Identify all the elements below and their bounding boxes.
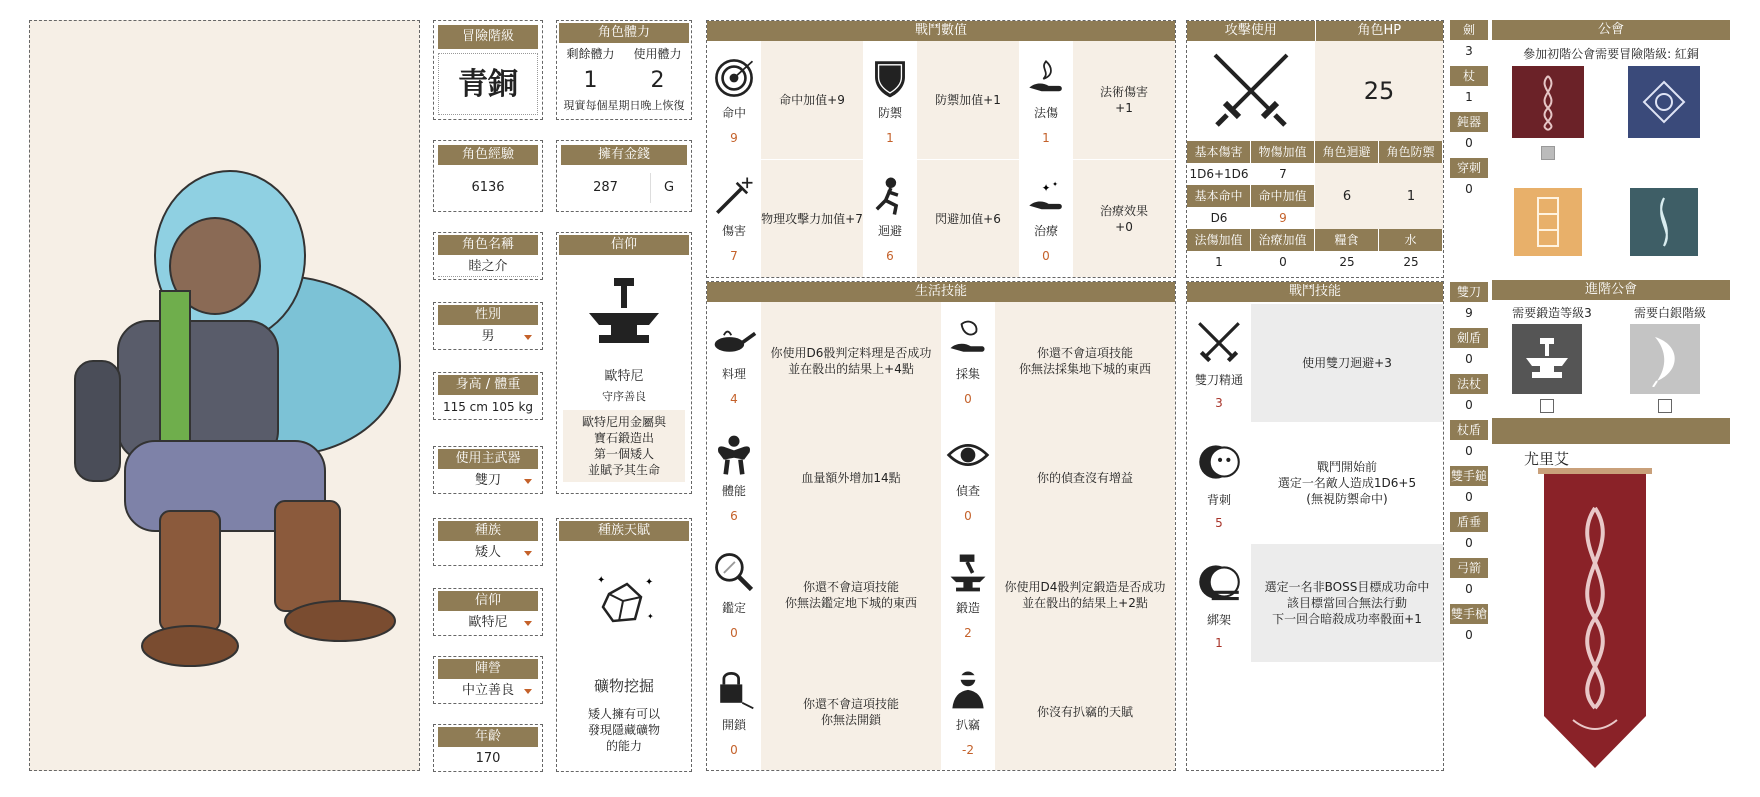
weapon-value: 0 <box>1465 398 1473 412</box>
life-skill-value: 0 <box>964 392 972 406</box>
talent-name: 礦物挖掘 <box>593 677 654 695</box>
base-damage-value: 1D6+1D6 <box>1189 167 1249 181</box>
money-box <box>556 140 692 212</box>
weapon-label: 弓箭 <box>1450 558 1488 578</box>
base-hit-value: D6 <box>1210 211 1228 225</box>
advanced-guild-panel <box>1492 280 1730 780</box>
exp-title: 角色經驗 <box>438 145 538 165</box>
food-label: 糧食 <box>1315 229 1378 251</box>
magnifier-icon <box>711 549 757 595</box>
talent-title: 種族天賦 <box>559 521 689 541</box>
exp-value: 6136 <box>471 180 505 195</box>
guild-flame-icon <box>1649 194 1679 250</box>
money-unit: G <box>663 180 675 195</box>
race-box <box>433 518 543 566</box>
combat-grid <box>707 41 1175 277</box>
combat-stat-desc: 防禦加值+1 <box>917 41 1019 159</box>
rank-title: 冒險階級 <box>438 25 538 49</box>
body-title: 身高 / 體重 <box>438 375 538 395</box>
gender-select[interactable]: 男 <box>438 327 538 347</box>
heal-hand-icon <box>1024 174 1068 218</box>
weapon-label: 劍 <box>1450 20 1488 40</box>
gender-box <box>433 302 543 350</box>
fight-skill-desc: 戰鬥開始前 選定一名敵人造成1D6+5 (無視防禦命中) <box>1251 424 1443 542</box>
weapon-value: 0 <box>1465 490 1473 504</box>
silver-guild-checkbox[interactable] <box>1658 399 1672 413</box>
member-name: 尤里艾 <box>1524 450 1570 468</box>
camp-title: 陣營 <box>438 659 538 679</box>
life-skill-採集 <box>941 302 995 419</box>
talent-desc: 矮人擁有可以 發現隱藏礦物 的能力 <box>587 707 660 753</box>
guild-knot-icon <box>1533 194 1563 250</box>
combat-stat-value: 6 <box>886 249 894 263</box>
weapon-value: 1 <box>1465 90 1473 104</box>
heal-bonus-label: 治療加值 <box>1251 229 1314 251</box>
life-skill-label: 料理 <box>721 367 746 381</box>
combat-stat-value: 0 <box>1042 249 1050 263</box>
race-select[interactable]: 矮人 <box>438 543 538 563</box>
exp-box <box>433 140 543 212</box>
anvil-guild-icon <box>1522 334 1572 384</box>
weapon-value: 0 <box>1465 136 1473 150</box>
life-skill-desc: 你使用D4骰判定鍛造是否成功 並在骰出的結果上+2點 <box>995 536 1175 653</box>
weapon-label: 盾垂 <box>1450 512 1488 532</box>
life-skill-鍛造 <box>941 536 995 653</box>
combat-stat-label: 命中 <box>721 105 746 120</box>
fight-skill-label: 背刺 <box>1206 492 1231 507</box>
combat-stat-防禦 <box>863 41 917 159</box>
combat-stat-label: 法傷 <box>1033 105 1058 120</box>
life-skill-desc: 你沒有扒竊的天賦 <box>995 653 1175 770</box>
advanced-guild-divider <box>1492 418 1730 444</box>
age-value: 170 <box>475 751 501 766</box>
life-skill-label: 扒竊 <box>955 718 980 732</box>
fight-skill-label: 綁架 <box>1206 612 1231 627</box>
rank-box <box>433 20 543 120</box>
guild-emblem-4[interactable] <box>1630 188 1698 256</box>
defense-label: 角色防禦 <box>1379 141 1442 163</box>
guild-emblem-2[interactable] <box>1628 66 1700 138</box>
phys-bonus-label: 物傷加值 <box>1251 141 1314 163</box>
portrait-panel <box>29 20 420 771</box>
combat-stat-value: 9 <box>730 130 738 145</box>
weapon-title: 使用主武器 <box>438 449 538 469</box>
combat-stat-治療 <box>1019 160 1073 277</box>
life-skill-label: 開鎖 <box>721 718 746 732</box>
magic-hand-icon <box>1024 56 1068 100</box>
guild-emblem-1[interactable] <box>1512 66 1584 138</box>
life-skill-體能 <box>707 419 761 536</box>
eye-icon <box>945 432 991 478</box>
fight-skill-value: 5 <box>1215 515 1223 530</box>
life-skill-label: 鍛造 <box>955 601 980 615</box>
life-panel <box>706 281 1176 771</box>
character-portrait <box>30 21 419 770</box>
fight-skill-desc: 使用雙刀迴避+3 <box>1251 304 1443 422</box>
camp-box <box>433 656 543 704</box>
weapon-value: 0 <box>1465 582 1473 596</box>
life-skill-desc: 血量額外增加14點 <box>761 419 941 536</box>
life-skill-value: 6 <box>730 509 738 523</box>
guild-title: 公會 <box>1492 20 1730 40</box>
combat-stat-desc: 法術傷害 +1 <box>1073 41 1175 159</box>
life-skill-開鎖 <box>707 653 761 770</box>
fight-skill-label: 雙刀精通 <box>1194 372 1243 387</box>
life-skill-desc: 你還不會這項技能 你無法鑑定地下城的東西 <box>761 536 941 653</box>
fight-skill-desc: 選定一名非BOSS目標成功命中 該目標當回合無法行動 下一回合暗殺成功率骰面+1 <box>1251 544 1443 662</box>
money-value: 287 <box>561 173 651 203</box>
life-skill-鑑定 <box>707 536 761 653</box>
shield-icon <box>868 56 912 100</box>
sword-icon <box>712 174 756 218</box>
weapon-value: 0 <box>1465 444 1473 458</box>
stamina-remain-label: 剩餘體力 <box>566 47 615 61</box>
fight-skill-背刺 <box>1187 424 1443 542</box>
anvil-icon <box>579 273 669 363</box>
combat-stat-value: 7 <box>730 249 738 263</box>
water-label: 水 <box>1379 229 1442 251</box>
hit-bonus-value: 9 <box>1279 211 1287 225</box>
life-grid <box>707 302 1175 770</box>
life-skill-value: 0 <box>964 509 972 523</box>
combat-stat-命中 <box>707 41 761 159</box>
guild-note: 參加初階公會需要冒險階級: 紅銅 <box>1523 47 1699 61</box>
smith-guild-checkbox[interactable] <box>1540 399 1554 413</box>
life-skill-desc: 你使用D6骰判定料理是否成功 並在骰出的結果上+4點 <box>761 302 941 419</box>
faith-select-box <box>433 588 543 636</box>
life-skill-value: 0 <box>730 743 738 757</box>
weapon-proficiency-column <box>1450 20 1488 660</box>
backstab-icon <box>1193 437 1245 489</box>
fight-skill-value: 3 <box>1215 395 1223 410</box>
evade-label: 角色迴避 <box>1315 141 1378 163</box>
age-title: 年齡 <box>438 727 538 747</box>
combat-stat-value: 1 <box>886 130 894 145</box>
faith-desc: 歐特尼用金屬與 寶石鍛造出 第一個矮人 並賦予其生命 <box>563 410 685 482</box>
heal-bonus-value: 0 <box>1279 255 1287 269</box>
life-skill-偵查 <box>941 419 995 536</box>
weapon-label: 杖 <box>1450 66 1488 86</box>
combat-title: 戰鬥數值 <box>707 21 1175 41</box>
feather-guild-icon <box>1645 331 1685 387</box>
life-skill-desc: 你還不會這項技能 你無法開鎖 <box>761 653 941 770</box>
attack-table <box>1187 141 1443 273</box>
life-skill-value: -2 <box>962 743 974 757</box>
combat-stat-label: 傷害 <box>721 224 746 238</box>
combat-stat-label: 治療 <box>1033 224 1058 238</box>
crossed-swords-icon <box>1209 49 1293 133</box>
guild-checkbox-1[interactable] <box>1541 146 1555 160</box>
weapon-value: 3 <box>1465 44 1473 58</box>
fight-skill-綁架 <box>1187 544 1443 662</box>
weapon-value: 0 <box>1465 182 1473 196</box>
evade-value: 6 <box>1315 163 1379 229</box>
faith-select-title: 信仰 <box>438 591 538 611</box>
combat-stat-label: 防禦 <box>877 105 902 120</box>
stamina-title: 角色體力 <box>559 23 689 43</box>
target-icon <box>712 56 756 100</box>
money-title: 擁有金錢 <box>561 145 687 165</box>
defense-value: 1 <box>1379 163 1443 229</box>
combat-stat-迴避 <box>863 160 917 277</box>
stamina-box <box>556 20 692 120</box>
life-skill-value: 2 <box>964 626 972 640</box>
smith-guild-emblem[interactable] <box>1512 324 1582 394</box>
camp-select[interactable]: 中立善良 <box>438 681 538 701</box>
fight-skill-雙刀精通 <box>1187 304 1443 422</box>
guild-panel <box>1492 20 1730 265</box>
name-box <box>433 232 543 280</box>
svg-text:✦: ✦ <box>597 575 606 586</box>
weapon-value: 9 <box>1465 306 1473 320</box>
weapon-label: 雙手槍 <box>1450 604 1488 624</box>
life-title: 生活技能 <box>707 282 1175 302</box>
attack-panel <box>1186 20 1444 278</box>
race-title: 種族 <box>438 521 538 541</box>
stamina-use-label: 使用體力 <box>633 47 682 61</box>
guild-banner <box>1538 468 1652 774</box>
combat-stat-desc: 治療效果 +0 <box>1073 160 1175 277</box>
base-damage-label: 基本傷害 <box>1187 141 1250 163</box>
life-skill-料理 <box>707 302 761 419</box>
faith-god: 歐特尼 <box>604 369 644 384</box>
weapon-label: 法杖 <box>1450 374 1488 394</box>
faith-box <box>556 232 692 494</box>
weapon-value: 0 <box>1465 536 1473 550</box>
combat-stat-法傷 <box>1019 41 1073 159</box>
life-skill-label: 鑑定 <box>721 601 746 615</box>
faith-title: 信仰 <box>559 235 689 255</box>
dual-swords-icon <box>1193 317 1245 369</box>
dodge-icon <box>868 174 912 218</box>
food-value: 25 <box>1339 255 1355 269</box>
guild-emblem-3[interactable] <box>1514 188 1582 256</box>
weapon-select[interactable]: 雙刀 <box>438 471 538 491</box>
weapon-label: 杖盾 <box>1450 420 1488 440</box>
svg-text:✦: ✦ <box>645 577 654 588</box>
body-box <box>433 372 543 420</box>
life-skill-label: 體能 <box>721 484 746 498</box>
base-hit-label: 基本命中 <box>1187 185 1250 207</box>
combat-stat-label: 迴避 <box>877 224 902 238</box>
weapon-label: 雙刀 <box>1450 282 1488 302</box>
bind-icon <box>1193 557 1245 609</box>
name-title: 角色名稱 <box>438 235 538 255</box>
name-value: 睦之介 <box>438 257 538 277</box>
rank-value: 青銅 <box>438 53 538 115</box>
stamina-remain-value: 1 <box>583 68 598 93</box>
anvil-hammer-icon <box>945 549 991 595</box>
weapon-label: 穿刺 <box>1450 158 1488 178</box>
body-value: 115 cm 105 kg <box>442 400 534 414</box>
fight-skill-value: 1 <box>1215 635 1223 650</box>
ore-icon <box>589 569 659 639</box>
life-skill-desc: 你的偵查沒有增益 <box>995 419 1175 536</box>
fight-skills-title: 戰鬥技能 <box>1187 282 1443 302</box>
combat-panel <box>706 20 1176 278</box>
life-skill-扒竊 <box>941 653 995 770</box>
life-skill-desc: 你還不會這項技能 你無法採集地下城的東西 <box>995 302 1175 419</box>
water-value: 25 <box>1403 255 1419 269</box>
pan-icon <box>711 315 757 361</box>
faith-sub: 守序善良 <box>602 390 646 403</box>
life-skill-label: 偵查 <box>955 484 980 498</box>
weapon-label: 鈍器 <box>1450 112 1488 132</box>
weapon-value: 0 <box>1465 352 1473 366</box>
guild-crest-icon <box>1528 72 1568 132</box>
combat-stat-desc: 閃避加值+6 <box>917 160 1019 277</box>
combat-stat-value: 1 <box>1042 130 1050 145</box>
phys-bonus-value: 7 <box>1279 167 1287 181</box>
svg-text:✦: ✦ <box>1052 179 1059 189</box>
guild-rune-icon <box>1639 77 1689 127</box>
hp-value: 25 <box>1315 41 1443 141</box>
talent-box <box>556 518 692 772</box>
weapon-label: 雙手鎚 <box>1450 466 1488 486</box>
combat-stat-desc: 命中加值+9 <box>761 41 863 159</box>
combat-stat-傷害 <box>707 160 761 277</box>
advanced-req-silver: 需要白銀階級 <box>1633 306 1706 320</box>
weapon-box <box>433 446 543 494</box>
weapon-label: 劍盾 <box>1450 328 1488 348</box>
muscle-icon <box>711 432 757 478</box>
svg-text:✦: ✦ <box>647 612 654 621</box>
hp-title: 角色HP <box>1316 21 1444 41</box>
lock-icon <box>711 666 757 712</box>
fight-skills-panel <box>1186 281 1444 771</box>
magic-bonus-value: 1 <box>1215 255 1223 269</box>
weapon-value: 0 <box>1465 628 1473 642</box>
faith-select[interactable]: 歐特尼 <box>438 613 538 633</box>
stamina-use-value: 2 <box>650 68 665 93</box>
silver-guild-emblem[interactable] <box>1630 324 1700 394</box>
magic-bonus-label: 法傷加值 <box>1187 229 1250 251</box>
advanced-req-smith: 需要鍛造等級3 <box>1512 306 1592 320</box>
life-skill-label: 採集 <box>955 367 980 381</box>
life-skill-value: 4 <box>730 392 738 406</box>
stamina-note: 現實每個星期日晚上恢復 <box>563 99 685 112</box>
advanced-guild-title: 進階公會 <box>1492 280 1730 300</box>
attack-title: 攻擊使用 <box>1187 21 1315 41</box>
gather-icon <box>945 315 991 361</box>
age-box <box>433 724 543 772</box>
thief-icon <box>945 666 991 712</box>
life-skill-value: 0 <box>730 626 738 640</box>
svg-text:✦: ✦ <box>1041 182 1051 195</box>
hit-bonus-label: 命中加值 <box>1251 185 1314 207</box>
fight-skills-list <box>1187 304 1443 662</box>
combat-stat-desc: 物理攻擊力加值+7 <box>761 160 863 277</box>
gender-title: 性別 <box>438 305 538 325</box>
